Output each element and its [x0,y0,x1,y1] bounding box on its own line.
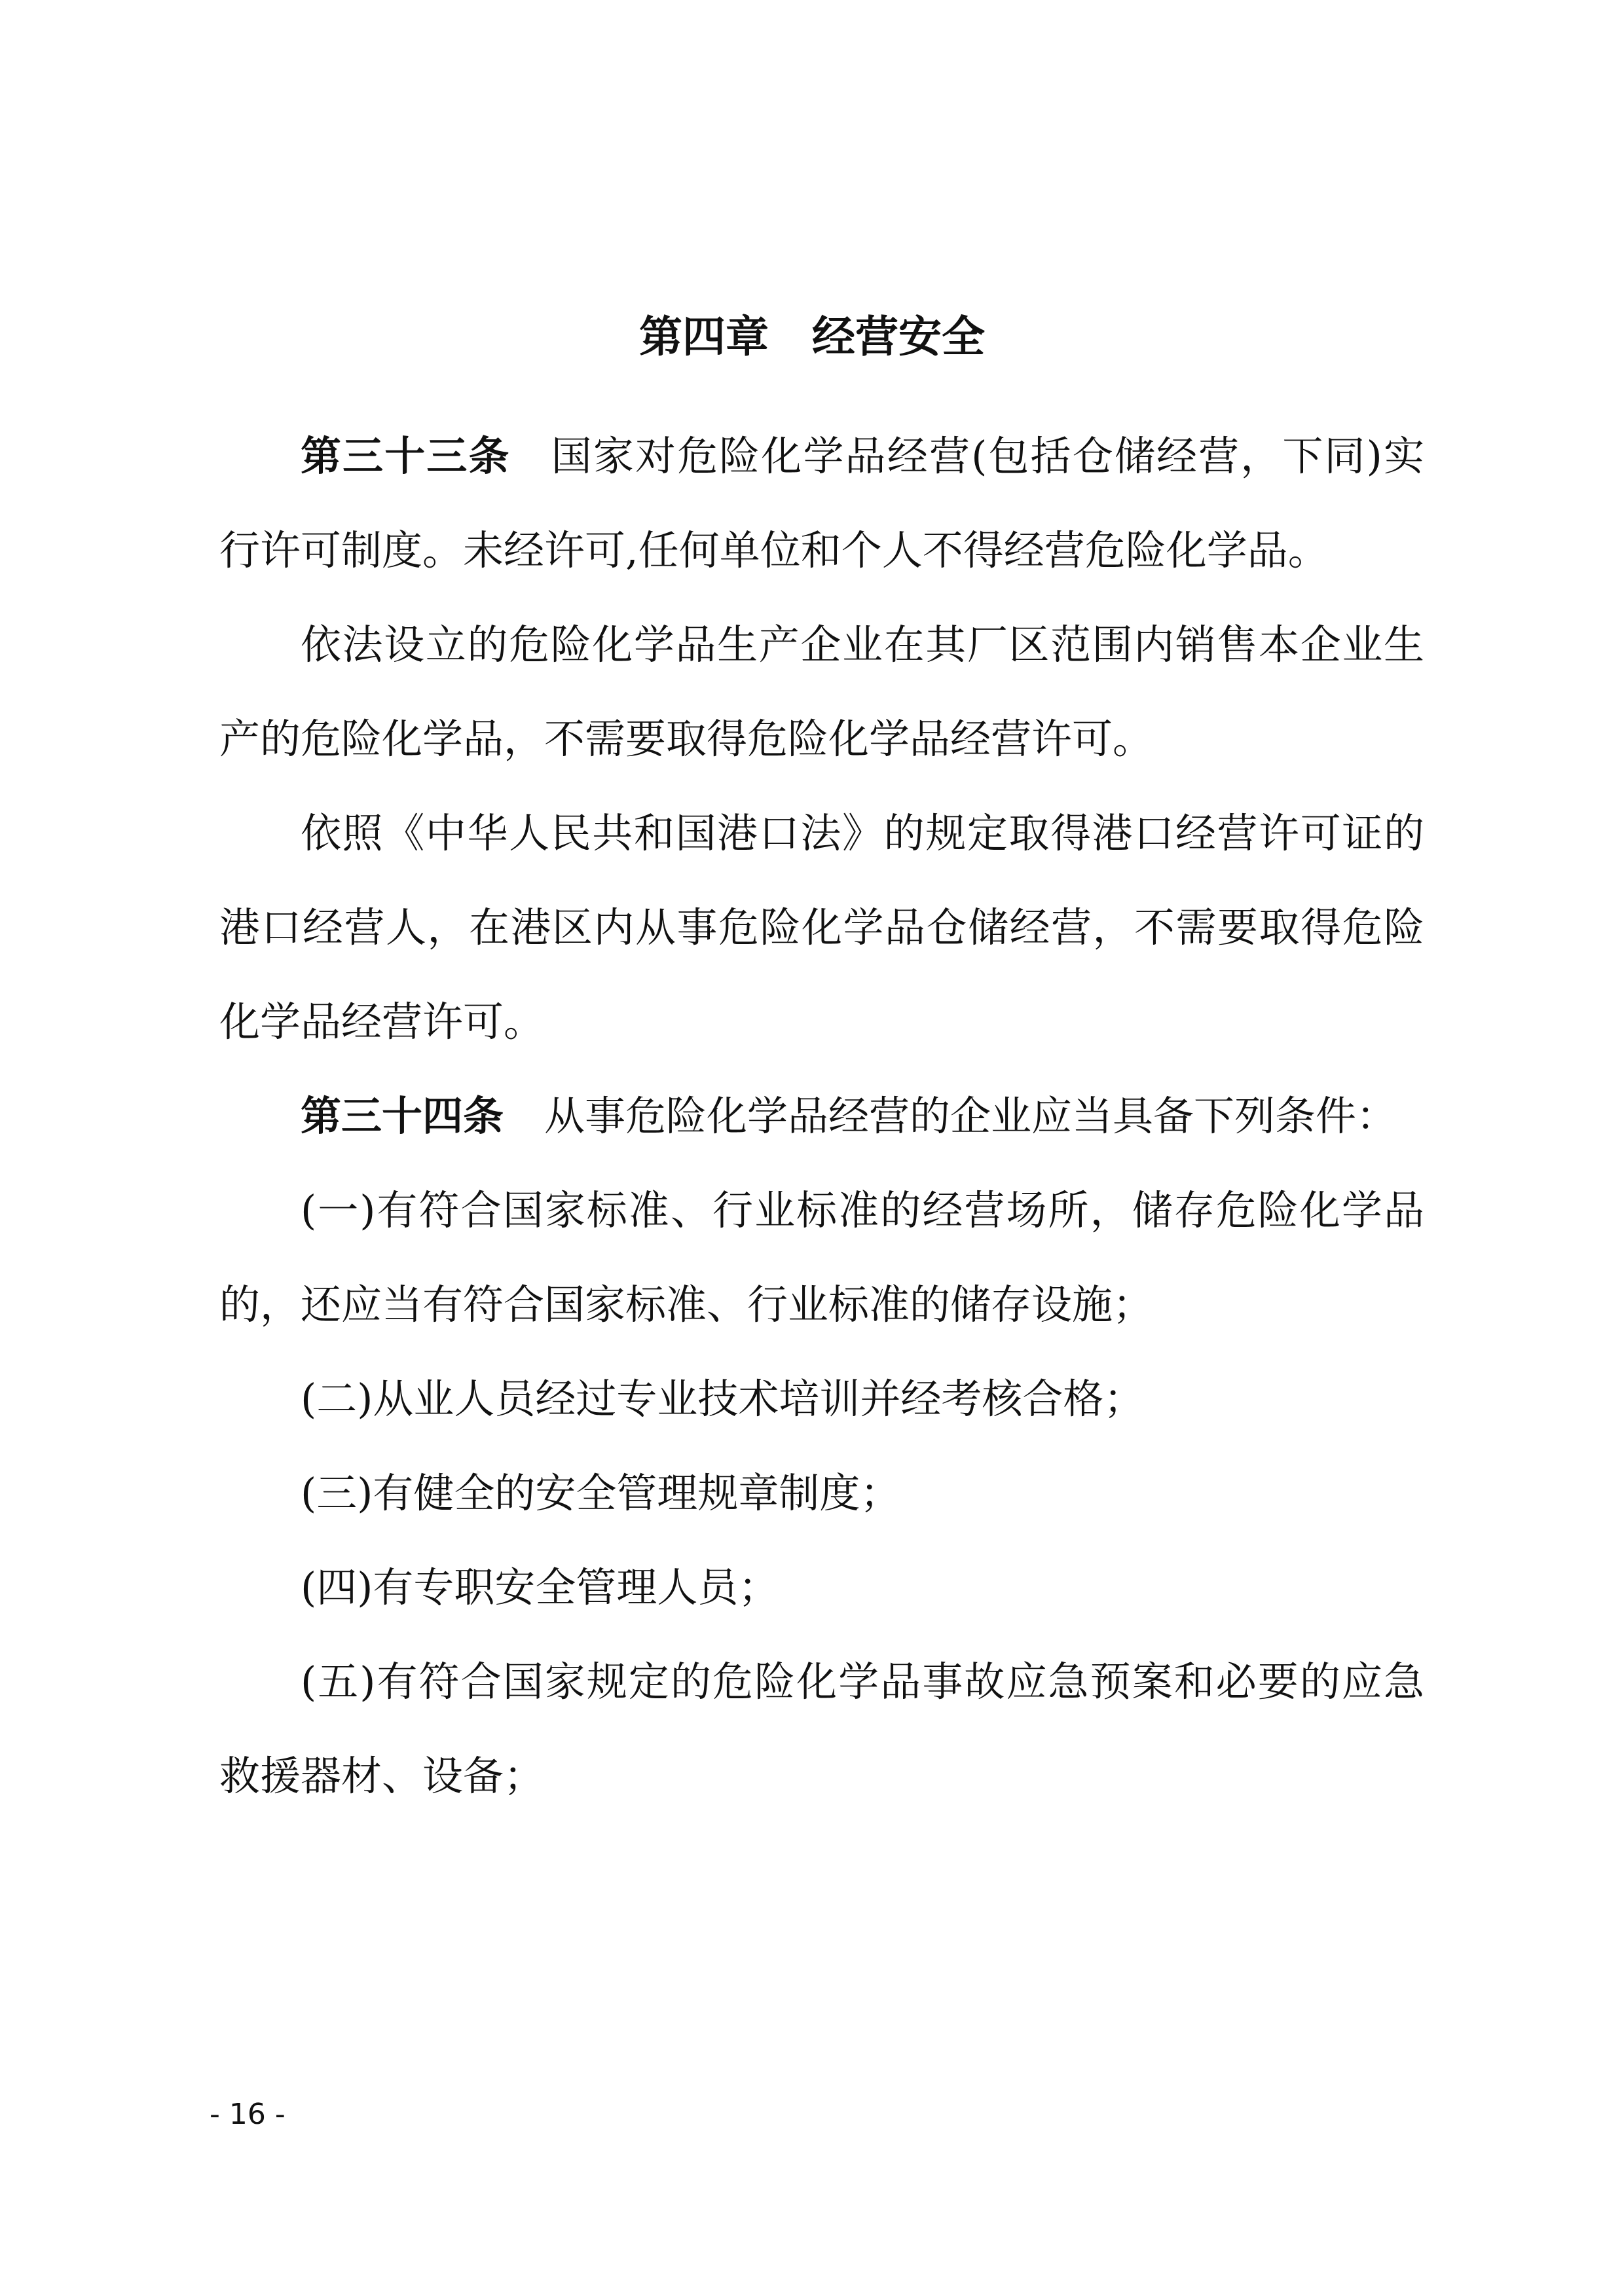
article-33-clause-2 [219,598,1424,786]
condition-item [219,1446,1424,1540]
page-number: - 16 - [210,2098,286,2131]
document-body [219,409,1424,1823]
condition-2-text: (二)从业人员经过专业技术培训并经考核合格； [301,1375,1145,1423]
condition-4-text: (四)有专职安全管理人员； [301,1563,779,1611]
condition-item [219,1540,1424,1635]
article-34-label: 第三十四条 [301,1092,504,1140]
article-34-text: 从事危险化学品经营的企业应当具备下列条件： [544,1092,1397,1140]
condition-item [219,1163,1424,1352]
article-33-paragraph [219,409,1424,598]
condition-3-text: (三)有健全的安全管理规章制度； [301,1469,901,1517]
article-34-paragraph [219,1069,1424,1163]
article-33-label: 第三十三条 [301,432,511,480]
article-33-clause-3 [219,786,1424,1069]
article-33-clause-3-text: 依照《中华人民共和国港口法》的规定取得港口经营许可证的港口经营人，在港区内从事危险化学品仓储经营，不需要取得危险化学品经营许可。 [219,809,1424,1046]
condition-5-text: (五)有符合国家规定的危险化学品事故应急预案和必要的应急救援器材、设备； [219,1658,1424,1800]
article-33-text: 国家对危险化学品经营(包括仓储经营，下同)实行许可制度。未经许可,任何单位和个人不得经营危险化学品。 [219,432,1424,574]
chapter-title: 第四章 经营安全 [639,312,985,362]
article-33-clause-2-text: 依法设立的危险化学品生产企业在其厂区范围内销售本企业生产的危险化学品，不需要取得危险化学品经营许可。 [219,621,1424,763]
condition-1-text: (一)有符合国家标准、行业标准的经营场所，储存危险化学品的，还应当有符合国家标准、行业标准的储存设施； [219,1186,1424,1328]
condition-item [219,1635,1424,1823]
condition-item [219,1352,1424,1446]
